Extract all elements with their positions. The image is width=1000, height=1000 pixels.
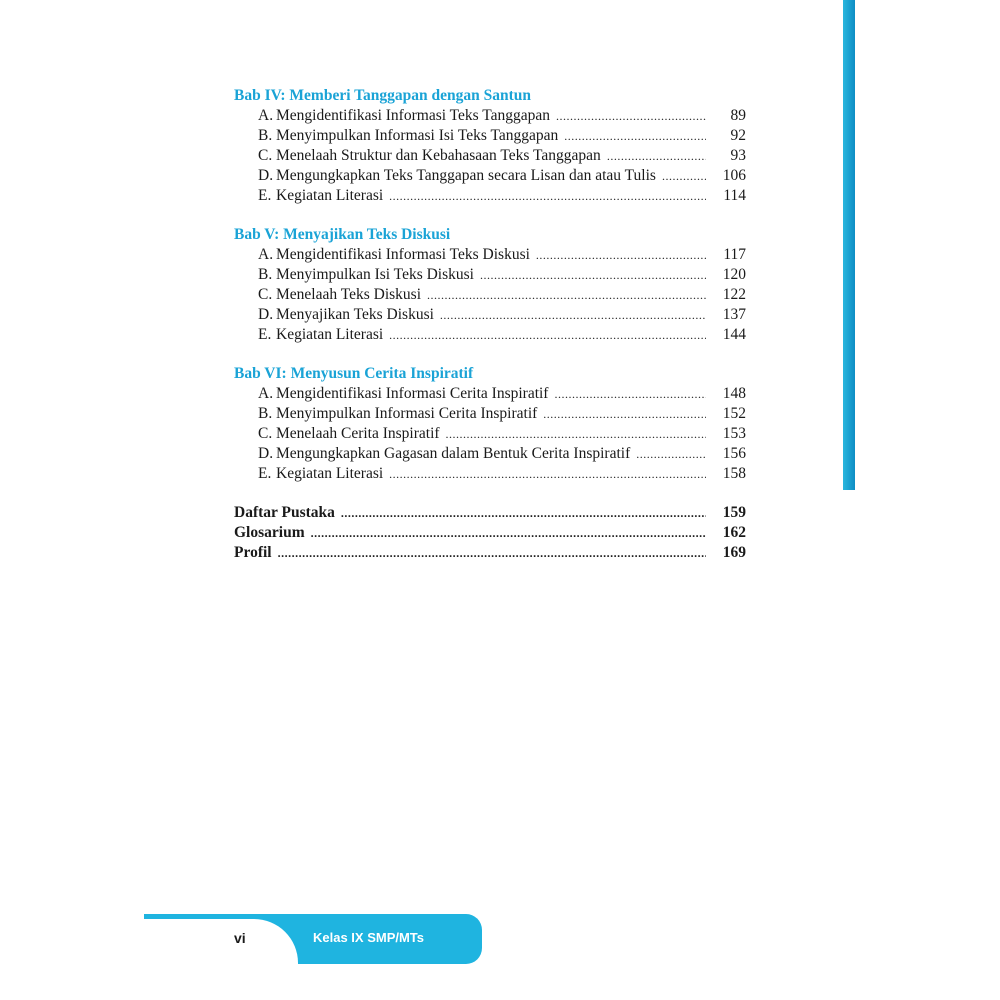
dot-leader bbox=[389, 186, 706, 206]
toc-entry[interactable] bbox=[234, 424, 746, 444]
dot-leader bbox=[543, 404, 706, 424]
footer-class-label: Kelas IX SMP/MTs bbox=[313, 930, 425, 945]
entry-title: Mengidentifikasi Informasi Teks Tanggapan bbox=[276, 107, 551, 124]
dot-leader bbox=[341, 503, 706, 523]
dot-leader bbox=[440, 305, 706, 325]
toc-entry[interactable] bbox=[234, 166, 746, 186]
entry-title: Menyajikan Teks Diskusi bbox=[276, 306, 434, 323]
entry-page: 158 bbox=[722, 465, 746, 482]
entry-letter: A. bbox=[258, 385, 274, 402]
entry-letter: D. bbox=[258, 167, 274, 184]
entry-letter: D. bbox=[258, 306, 274, 323]
side-accent-stripe bbox=[843, 0, 855, 490]
entry-title: Mengungkapkan Gagasan dalam Bentuk Cerita Inspiratif bbox=[276, 445, 631, 462]
toc-entry[interactable] bbox=[234, 146, 746, 166]
entry-letter: A. bbox=[258, 107, 274, 124]
toc-entry[interactable] bbox=[234, 464, 746, 484]
entry-page: 114 bbox=[723, 187, 746, 204]
entry-letter: C. bbox=[258, 425, 273, 442]
entry-title: Mengidentifikasi Informasi Teks Diskusi bbox=[276, 246, 530, 263]
toc-entry[interactable] bbox=[234, 305, 746, 325]
entry-letter: E. bbox=[258, 326, 272, 343]
entry-title: Glosarium bbox=[234, 524, 305, 541]
entry-title: Kegiatan Literasi bbox=[276, 187, 384, 204]
toc-entry-glosarium[interactable] bbox=[234, 523, 746, 543]
dot-leader bbox=[389, 464, 706, 484]
toc-entry[interactable] bbox=[234, 444, 746, 464]
entry-page: 144 bbox=[722, 326, 746, 343]
entry-page: 92 bbox=[730, 127, 746, 144]
toc-entry[interactable] bbox=[234, 186, 746, 206]
entry-page: 162 bbox=[722, 524, 746, 541]
entry-letter: C. bbox=[258, 286, 273, 303]
dot-leader bbox=[536, 245, 706, 265]
chapter-title[interactable]: Bab V: Menyajikan Teks Diskusi bbox=[234, 226, 451, 243]
chapter-title[interactable]: Bab VI: Menyusun Cerita Inspiratif bbox=[234, 365, 474, 382]
toc-entry[interactable] bbox=[234, 265, 746, 285]
entry-title: Menyimpulkan Isi Teks Diskusi bbox=[276, 266, 474, 283]
footer-page-number: vi bbox=[234, 930, 246, 946]
toc-entry[interactable] bbox=[234, 245, 746, 265]
entry-page: 148 bbox=[722, 385, 746, 402]
entry-page: 122 bbox=[722, 286, 746, 303]
dot-leader bbox=[480, 265, 706, 285]
entry-page: 159 bbox=[722, 504, 746, 521]
entry-page: 156 bbox=[722, 445, 746, 462]
chapter-6 bbox=[234, 364, 746, 484]
entry-page: 89 bbox=[730, 107, 746, 124]
chapter-5 bbox=[234, 225, 746, 345]
entry-letter: A. bbox=[258, 246, 274, 263]
entry-title: Mengidentifikasi Informasi Cerita Inspiratif bbox=[276, 385, 549, 402]
entry-page: 137 bbox=[722, 306, 746, 323]
toc-entry[interactable] bbox=[234, 106, 746, 126]
entry-title: Daftar Pustaka bbox=[234, 504, 335, 521]
entry-title: Kegiatan Literasi bbox=[276, 465, 384, 482]
dot-leader bbox=[554, 384, 706, 404]
entry-title: Kegiatan Literasi bbox=[276, 326, 384, 343]
entry-title: Menelaah Cerita Inspiratif bbox=[276, 425, 440, 442]
chapter-title[interactable]: Bab IV: Memberi Tanggapan dengan Santun bbox=[234, 87, 532, 104]
entry-letter: B. bbox=[258, 127, 273, 144]
entry-title: Profil bbox=[234, 544, 272, 561]
dot-leader bbox=[446, 424, 706, 444]
entry-title: Mengungkapkan Teks Tanggapan secara Lisan dan atau Tulis bbox=[276, 167, 656, 184]
entry-letter: E. bbox=[258, 465, 272, 482]
entry-title: Menyimpulkan Informasi Cerita Inspiratif bbox=[276, 405, 538, 422]
toc-entry[interactable] bbox=[234, 325, 746, 345]
dot-leader bbox=[636, 444, 706, 464]
entry-page: 152 bbox=[722, 405, 746, 422]
entry-letter: C. bbox=[258, 147, 273, 164]
entry-page: 120 bbox=[722, 266, 746, 283]
entry-page: 153 bbox=[722, 425, 746, 442]
toc-entry[interactable] bbox=[234, 285, 746, 305]
entry-letter: B. bbox=[258, 405, 273, 422]
entry-page: 117 bbox=[723, 246, 746, 263]
toc-entry-profil[interactable] bbox=[234, 543, 746, 563]
dot-leader bbox=[564, 126, 706, 146]
footer-page-tab bbox=[144, 919, 298, 1000]
entry-page: 93 bbox=[730, 147, 746, 164]
dot-leader bbox=[556, 106, 706, 126]
dot-leader bbox=[607, 146, 706, 166]
dot-leader bbox=[278, 543, 706, 563]
entry-letter: B. bbox=[258, 266, 273, 283]
dot-leader bbox=[427, 285, 706, 305]
toc-entry-daftar-pustaka[interactable] bbox=[234, 503, 746, 523]
entry-title: Menelaah Teks Diskusi bbox=[276, 286, 421, 303]
entry-page: 106 bbox=[722, 167, 746, 184]
toc-entry[interactable] bbox=[234, 126, 746, 146]
dot-leader bbox=[311, 523, 706, 543]
dot-leader bbox=[389, 325, 706, 345]
toc-entry[interactable] bbox=[234, 404, 746, 424]
dot-leader bbox=[662, 166, 706, 186]
chapter-4 bbox=[234, 86, 746, 206]
entry-page: 169 bbox=[722, 544, 746, 561]
toc-entry[interactable] bbox=[234, 384, 746, 404]
back-matter bbox=[234, 503, 746, 563]
entry-title: Menyimpulkan Informasi Isi Teks Tanggapan bbox=[276, 127, 559, 144]
entry-title: Menelaah Struktur dan Kebahasaan Teks Tanggapan bbox=[276, 147, 601, 164]
entry-letter: D. bbox=[258, 445, 274, 462]
table-of-contents bbox=[234, 86, 746, 563]
entry-letter: E. bbox=[258, 187, 272, 204]
